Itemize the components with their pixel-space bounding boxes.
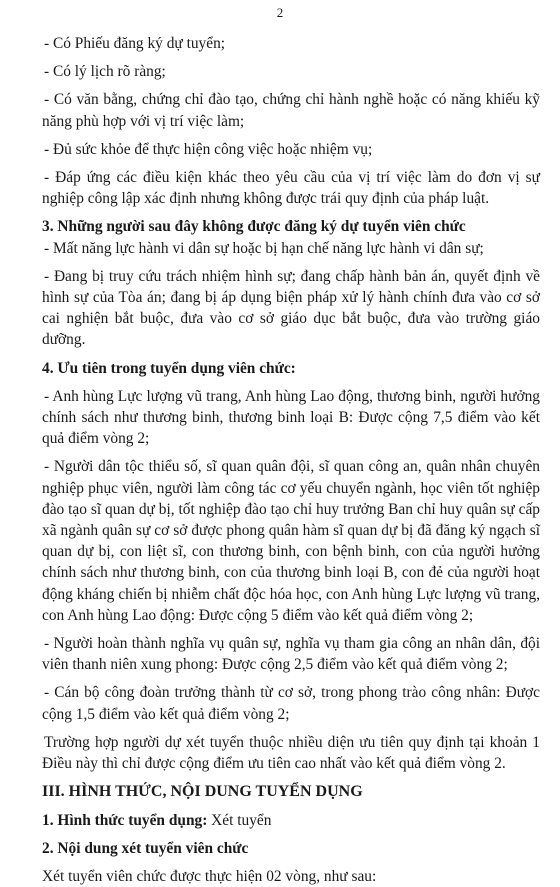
section-4-item: - Người hoàn thành nghĩa vụ quân sự, nghĩa vụ tham gia công an nhân dân, đội viên thanh niên xung phong: Được cộng 2,5 điểm vào kết quả điểm vòng 2; [42, 635, 540, 674]
section-3-heading: 3. Những người sau đây không được đăng ký dự tuyển viên chức [42, 218, 466, 236]
section-3-item: - Mất năng lực hành vi dân sự hoặc bị hạn chế năng lực hành vi dân sự; [44, 239, 484, 257]
section-iii-heading: III. HÌNH THỨC, NỘI DUNG TUYỂN DỤNG [42, 783, 363, 801]
section-4-item: - Người dân tộc thiểu số, sĩ quan quân đội, sĩ quan công an, quân nhân chuyên nghiệp phục viên, người làm công tác cơ yếu chuyển ngành, học viên tốt nghiệp đào tạo sĩ quan dự bị, tốt nghiệp đào tạo chỉ huy trưởng Ban chỉ huy quân sự cấp xã ngành quân sự cơ sở được phong quân hàm sĩ quan dự bị đã đăng ký ngạch sĩ quan dự bị, con liệt sĩ, con thương binh, con bệnh binh, con của người hưởng chính sách như thương binh, con của thương binh loại B, con đẻ của người hoạt động kháng chiến bị nhiễm chất độc hóa học, con Anh hùng Lực lượng vũ trang, con Anh hùng Lao động: Được cộng 5 điểm vào kết quả điểm vòng 2; [42, 458, 540, 624]
section-4-note: Trường hợp người dự xét tuyển thuộc nhiều diện ưu tiên quy định tại khoản 1 Điều này thì chỉ được cộng điểm ưu tiên cao nhất vào kết quả điểm vòng 2. [42, 733, 540, 773]
requirement-item: - Có Phiếu đăng ký dự tuyển; [44, 35, 226, 52]
requirement-item: - Đáp ứng các điều kiện khác theo yêu cầu của vị trí việc làm do đơn vị sự nghiệp công lập xác định nhưng không được trái quy định của pháp luật. [42, 169, 540, 208]
requirement-item: - Đủ sức khỏe để thực hiện công việc hoặc nhiệm vụ; [44, 140, 373, 158]
requirement-item: - Có văn bằng, chứng chỉ đào tạo, chứng chỉ hành nghề hoặc có năng khiếu kỹ năng phù hợp với vị trí việc làm; [42, 91, 540, 130]
section-4-heading: 4. Ưu tiên trong tuyển dụng viên chức: [42, 359, 296, 377]
form-value: Xét tuyển [207, 811, 272, 829]
section-3-item: - Đang bị truy cứu trách nhiệm hình sự; đang chấp hành bản án, quyết định về hình sự của Tòa án; đang bị áp dụng biện pháp xử lý hành chính đưa vào cơ sở cai nghiện bắt buộc, đưa vào cơ sở giáo dục bắt buộc, đưa vào trường giáo dưỡng. [42, 267, 540, 349]
content-heading: 2. Nội dung xét tuyển viên chức [42, 839, 249, 857]
document-body [42, 33, 540, 887]
form-label: 1. Hình thức tuyển dụng: [42, 811, 208, 829]
content-text: Xét tuyển viên chức được thực hiện 02 vòng, như sau: [42, 867, 377, 885]
section-4-item: - Cán bộ công đoàn trưởng thành từ cơ sở, trong phong trào công nhân: Được cộng 1,5 điểm vào kết quả điểm vòng 2; [42, 684, 540, 723]
page-number: 2 [276, 5, 284, 20]
requirement-item: - Có lý lịch rõ ràng; [44, 63, 166, 81]
section-4-item: - Anh hùng Lực lượng vũ trang, Anh hùng Lao động, thương binh, người hưởng chính sách như thương binh, thương binh loại B: Được cộng 7,5 điểm vào kết quả điểm vòng 2; [42, 387, 540, 448]
form-of-recruitment [42, 810, 540, 831]
